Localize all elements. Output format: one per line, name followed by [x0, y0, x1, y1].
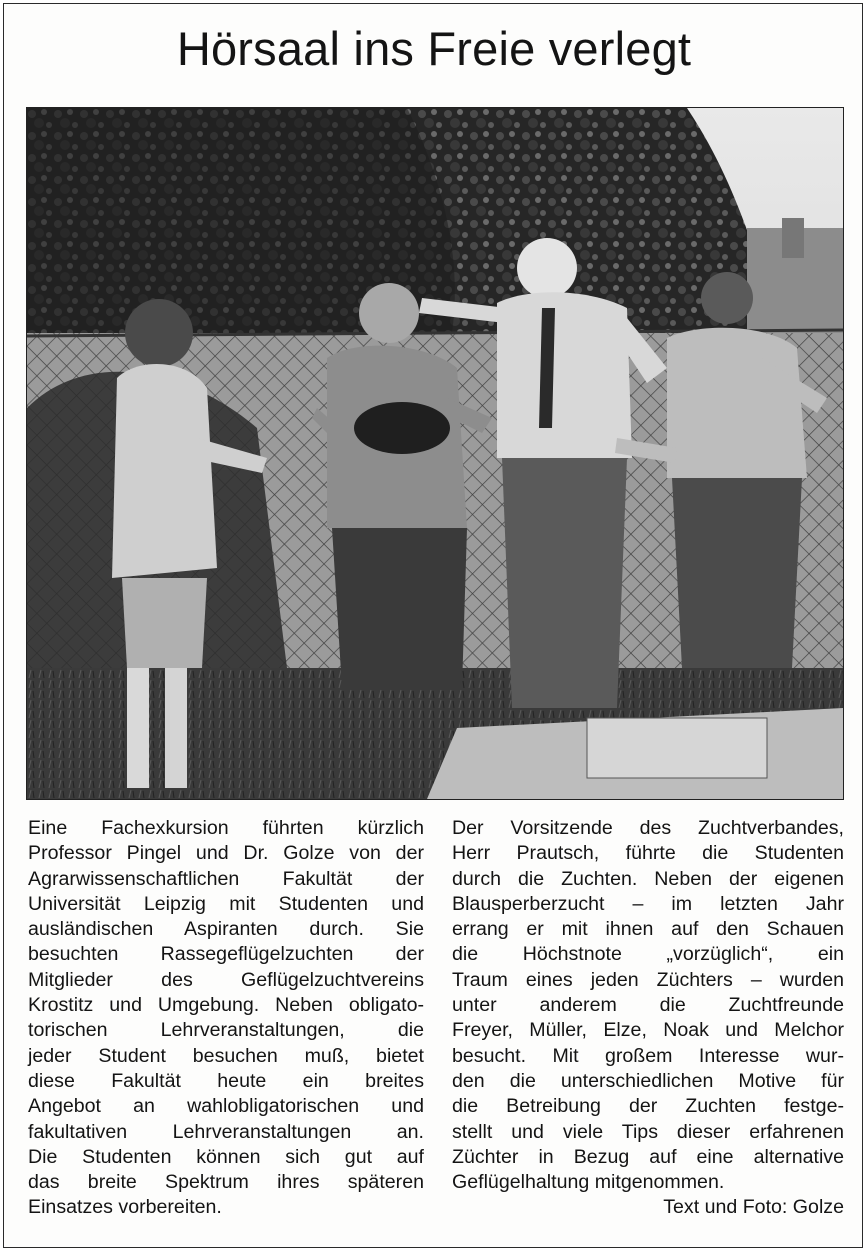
photo-credit: Text und Foto: Golze: [663, 1196, 844, 1219]
text-line: Eine Fachexkursion führten kürzlich: [28, 817, 424, 839]
text-line: Krostitz und Umgebung. Neben obligato-: [28, 994, 424, 1017]
text-line: Traum eines jeden Züchters – wurden: [452, 968, 844, 991]
text-line: Geflügelhaltung mitgenommen.: [452, 1171, 725, 1194]
text-line: stellt und viele Tips dieser erfahrenen: [452, 1120, 844, 1143]
text-line: Die Studenten können sich gut auf: [28, 1145, 424, 1168]
headline: Hörsaal ins Freie verlegt: [176, 22, 692, 75]
text-line: fakultativen Lehrveranstaltungen an.: [28, 1120, 424, 1143]
text-line: besuchten Rassegeflügelzuchten der: [28, 943, 424, 966]
text-line: Agrarwissenschaftlichen Fakultät der: [28, 867, 424, 890]
text-line: Der Vorsitzende des Zuchtverbandes,: [452, 817, 844, 839]
text-line: Züchter in Bezug auf eine alternative: [452, 1145, 844, 1168]
text-line: jeder Student besuchen muß, bietet: [28, 1044, 424, 1067]
text-line: besucht. Mit großem Interesse wur-: [452, 1044, 844, 1067]
text-line: ausländischen Aspiranten durch. Sie: [28, 918, 424, 941]
text-line: unter anderem die Zuchtfreunde: [452, 994, 844, 1017]
article-column-right: [452, 816, 844, 1221]
text-line: die Höchstnote „vorzüglich“, ein: [452, 943, 844, 966]
text-line: Angebot an wahlobligatorischen und: [28, 1095, 424, 1118]
text-line: diese Fakultät heute ein breites: [28, 1069, 424, 1092]
text-line: durch die Zuchten. Neben der eigenen: [452, 867, 844, 890]
text-line: Universität Leipzig mit Studenten und: [28, 892, 424, 915]
article-column-left: [28, 816, 424, 1221]
text-line: die Betreibung der Zuchten festge-: [452, 1095, 844, 1118]
text-line: Einsatzes vorbereiten.: [28, 1196, 222, 1219]
text-line: Freyer, Müller, Elze, Noak und Melchor: [452, 1019, 844, 1042]
text-line: das breite Spektrum ihres späteren: [28, 1171, 424, 1194]
article-photo: [26, 107, 844, 800]
text-line: den die unterschiedlichen Motive für: [452, 1069, 844, 1092]
text-line: Mitglieder des Geflügelzuchtvereins: [28, 968, 424, 991]
text-line: errang er mit ihnen auf den Schauen: [452, 918, 844, 941]
photo-graphic: [27, 108, 843, 799]
text-line: Blausperberzucht – im letzten Jahr: [452, 892, 844, 915]
text-line: torischen Lehrveranstaltungen, die: [28, 1019, 424, 1042]
text-line: Herr Prautsch, führte die Studenten: [452, 842, 844, 865]
text-line: Professor Pingel und Dr. Golze von der: [28, 842, 424, 865]
newspaper-clipping: [3, 3, 863, 1248]
